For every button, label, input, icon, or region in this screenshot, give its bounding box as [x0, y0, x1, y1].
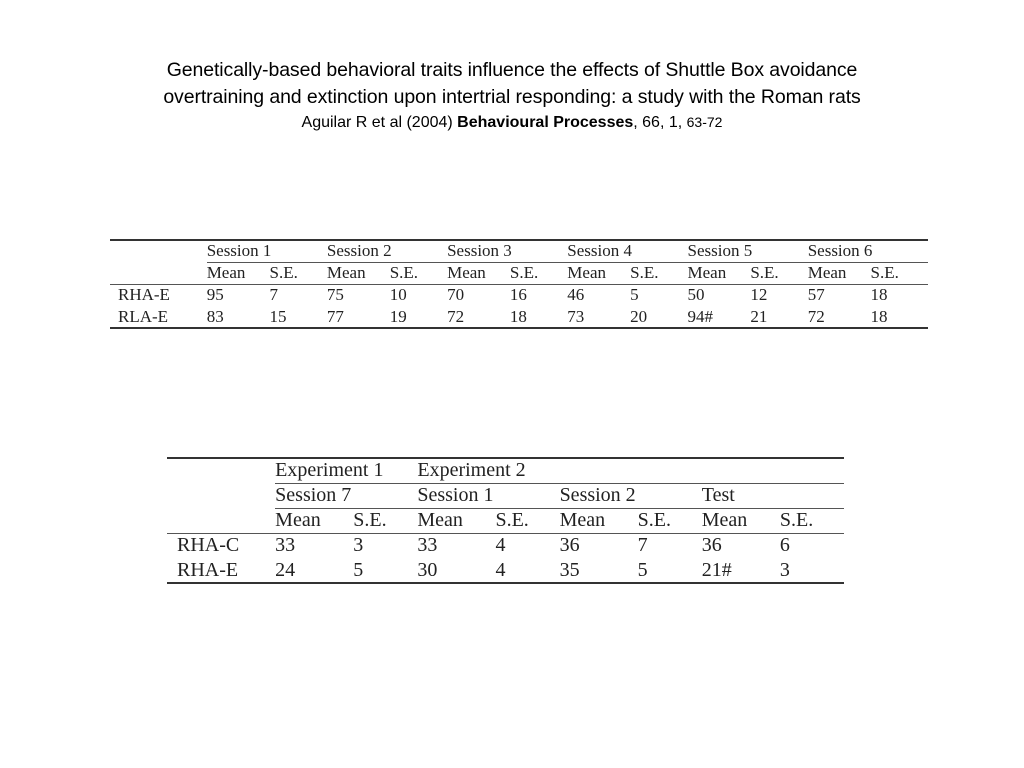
table-cell: 57: [807, 285, 825, 305]
table-cell: 20: [630, 306, 648, 326]
se-header: S.E.: [510, 262, 567, 284]
title-line-1: Genetically-based behavioral traits influence the effects of Shuttle Box avoidance: [166, 59, 858, 81]
table-header-row: [167, 483, 844, 508]
mean-header: Mean: [702, 508, 780, 533]
table-experiment-row: [167, 458, 844, 483]
session-header: Session 7: [275, 483, 417, 508]
citation-pages: 63-72: [686, 114, 723, 130]
table-cell: 72: [807, 306, 825, 326]
mean-header: Mean: [207, 262, 270, 284]
row-label: RLA-E: [118, 306, 169, 326]
row-label: RHA-E: [177, 558, 239, 581]
table-cell: 7: [637, 534, 648, 557]
table-cell: 15: [269, 306, 287, 326]
table-cell: 5: [353, 558, 364, 581]
table-cell: 24: [275, 558, 296, 581]
table-cell: 77: [326, 306, 344, 326]
session-header: Session 6: [807, 241, 873, 261]
se-header: S.E.: [750, 262, 807, 284]
table-cell: 75: [326, 285, 344, 305]
table-row: [167, 533, 844, 558]
session-header: Session 1: [417, 483, 559, 508]
mean-header: Mean: [275, 508, 353, 533]
table-cell: 4: [495, 558, 506, 581]
mean-header: Mean: [688, 262, 751, 284]
table-subheader-row: [110, 262, 928, 284]
se-header: S.E.: [780, 508, 844, 533]
table-cell: 35: [559, 558, 580, 581]
table-cell: 5: [637, 558, 648, 581]
table-row: [110, 306, 928, 328]
table-cell: 18: [870, 285, 888, 305]
session-header: Session 3: [447, 241, 512, 261]
title-line-2: overtraining and extinction upon intertrial responding: a study with the Roman rats: [163, 86, 861, 108]
session-header: Session 2: [560, 483, 702, 508]
table-cell: 21: [750, 306, 768, 326]
session-header: Session 4: [567, 241, 633, 261]
table-row: [167, 558, 844, 583]
se-header: S.E.: [353, 508, 417, 533]
table-cell: 4: [495, 534, 506, 557]
mean-header: Mean: [417, 508, 495, 533]
table-cell: 83: [206, 306, 224, 326]
mean-header: Mean: [327, 262, 390, 284]
se-header: S.E.: [495, 508, 559, 533]
mean-header: Mean: [447, 262, 510, 284]
table-subheader-row: [167, 508, 844, 533]
table-cell: 6: [779, 534, 790, 557]
mean-header: Mean: [560, 508, 638, 533]
se-header: S.E.: [630, 262, 687, 284]
se-header: S.E.: [871, 262, 928, 284]
table-cell: 19: [389, 306, 407, 326]
table-cell: 3: [779, 558, 790, 581]
experiment-header: Experiment 1: [275, 459, 384, 482]
table-cell: 94#: [687, 306, 713, 326]
table-cell: 18: [509, 306, 527, 326]
session-header: Session 1: [206, 241, 272, 261]
se-header: S.E.: [390, 262, 447, 284]
se-header: S.E.: [270, 262, 327, 284]
citation-volume: , 66, 1,: [633, 114, 687, 131]
session-header: Session 5: [687, 241, 753, 261]
citation: [0, 111, 1024, 134]
table-cell: 3: [353, 534, 364, 557]
table-cell: 50: [687, 285, 705, 305]
mean-header: Mean: [808, 262, 871, 284]
table-cell: 18: [870, 306, 888, 326]
mean-header: Mean: [567, 262, 630, 284]
citation-journal: Behavioural Processes: [457, 114, 634, 131]
table-row: [110, 284, 928, 306]
session-header: Session 2: [326, 241, 392, 261]
table-cell: 33: [417, 534, 438, 557]
row-label: RHA-C: [177, 534, 240, 557]
table-cell: 7: [269, 285, 279, 305]
slide-header: [0, 57, 1024, 134]
se-header: S.E.: [638, 508, 702, 533]
table-cell: 10: [389, 285, 407, 305]
table-cell: 95: [206, 285, 224, 305]
table-cell: 36: [701, 534, 722, 557]
session-results-table: [110, 239, 928, 329]
table-cell: 70: [447, 285, 465, 305]
row-label: RHA-E: [118, 285, 170, 305]
table-cell: 21#: [701, 558, 732, 581]
table-cell: 33: [275, 534, 296, 557]
table-cell: 36: [559, 534, 580, 557]
session-header: Test: [702, 483, 844, 508]
table-cell: 5: [630, 285, 639, 305]
table-cell: 73: [567, 306, 585, 326]
citation-authors: Aguilar R et al (2004): [301, 114, 458, 131]
table-cell: 46: [567, 285, 585, 305]
table-header-row: [110, 240, 928, 262]
table-cell: 16: [509, 285, 527, 305]
table-cell: 72: [447, 306, 465, 326]
experiment-results-table: [167, 457, 844, 584]
table-cell: 12: [750, 285, 768, 305]
table-cell: 30: [417, 558, 438, 581]
experiment-header: Experiment 2: [417, 459, 526, 482]
